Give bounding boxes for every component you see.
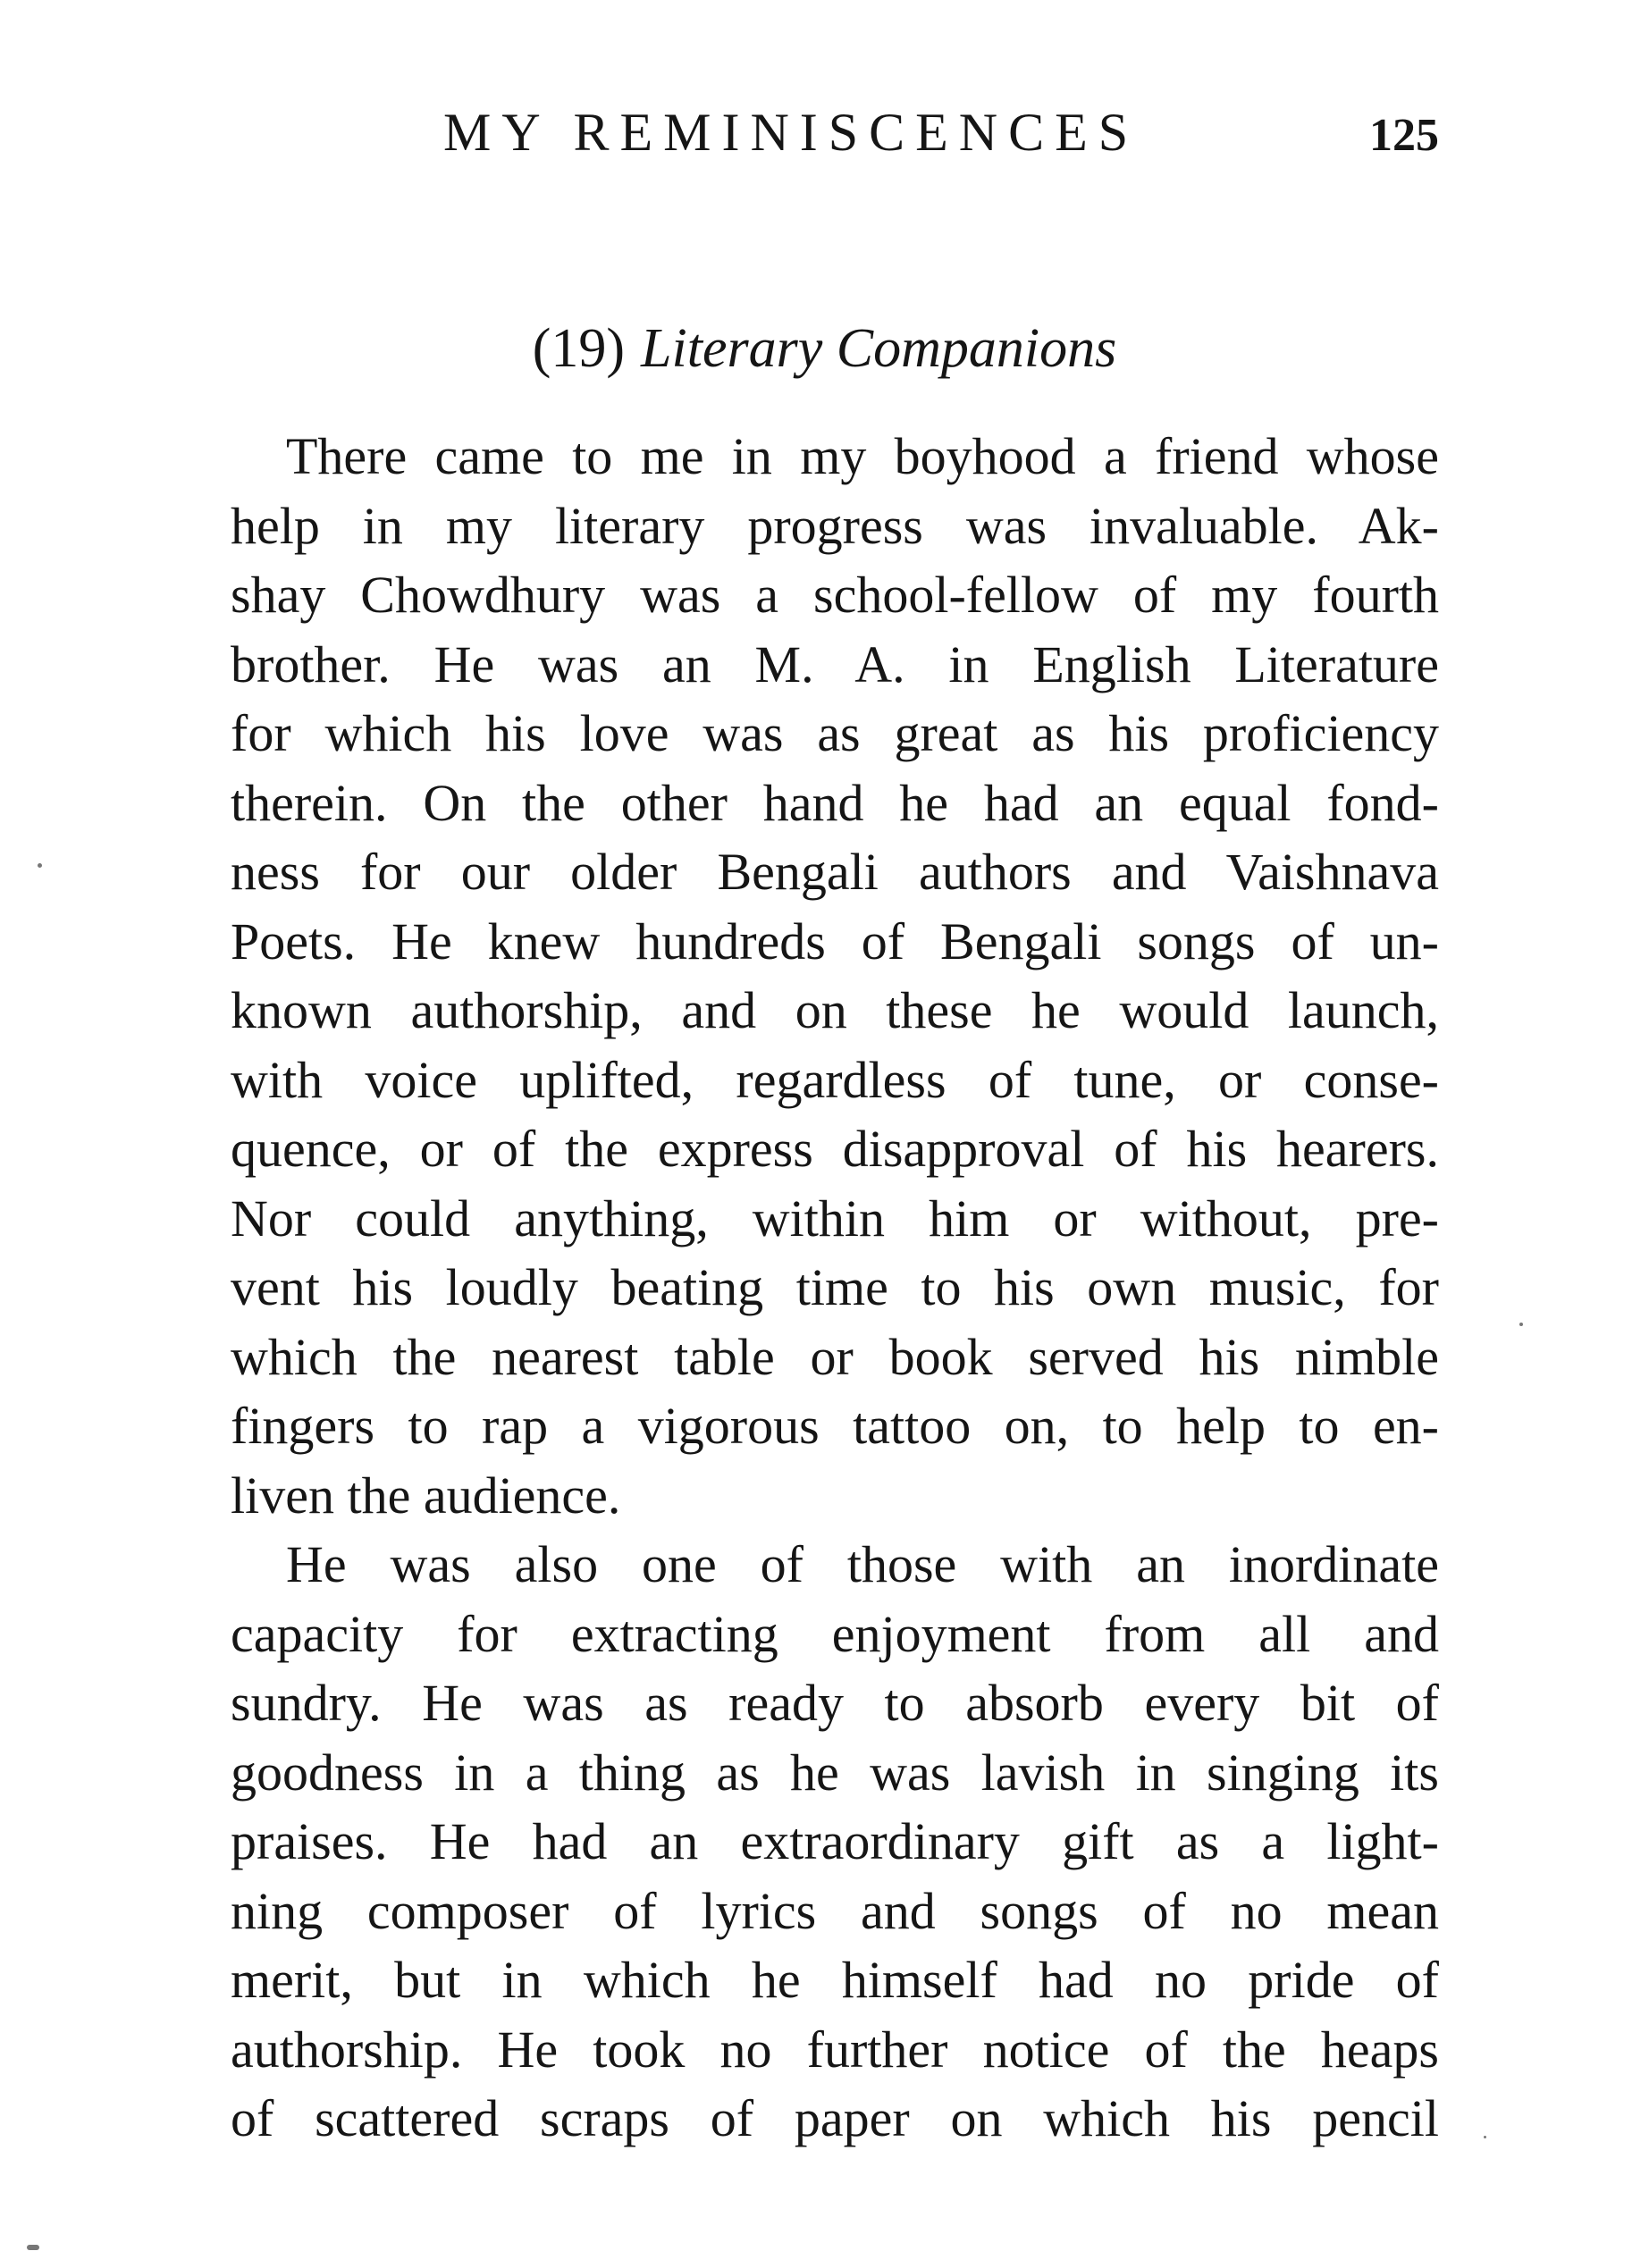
text-line: merit, but in which he himself had no pride of <box>231 1951 1439 2009</box>
text-line: brother. He was an M. A. in English Literature <box>231 634 1439 693</box>
chapter-number: (19) <box>532 318 626 379</box>
text-line: fingers to rap a vigorous tattoo on, to help to en- <box>231 1397 1439 1455</box>
text-line: There came to me in my boyhood a friend whose <box>286 427 1439 485</box>
text-line: goodness in a thing as he was lavish in singing its <box>231 1743 1439 1802</box>
text-line: quence, or of the express disapproval of his hearers. <box>231 1120 1439 1178</box>
text-line: shay Chowdhury was a school-fellow of my fourth <box>231 566 1439 624</box>
text-line: sundry. He was as ready to absorb every bit of <box>231 1674 1439 1732</box>
text-line: praises. He had an extraordinary gift as a light- <box>231 1812 1439 1870</box>
chapter-title: Literary Companions <box>641 318 1117 379</box>
text-line: vent his loudly beating time to his own music, for <box>231 1258 1439 1316</box>
page-number: 125 <box>1369 110 1439 161</box>
text-line: capacity for extracting enjoyment from all and <box>231 1604 1439 1663</box>
text-line: of scattered scraps of paper on which his pencil <box>231 2089 1439 2147</box>
text-line: Poets. He knew hundreds of Bengali songs of un- <box>231 911 1439 970</box>
text-line: therein. On the other hand he had an equal fond- <box>231 773 1439 832</box>
text-line: liven the audience. <box>231 1466 621 1525</box>
running-title: MY REMINISCENCES <box>443 103 1140 162</box>
paper-speck <box>38 863 42 868</box>
running-head <box>231 97 1439 168</box>
body-text <box>231 422 1439 2154</box>
text-line: known authorship, and on these he would launch, <box>231 981 1439 1039</box>
paper-speck <box>1484 2136 1486 2138</box>
paragraph-1 <box>231 422 1439 1530</box>
text-line: for which his love was as great as his proficiency <box>231 704 1439 762</box>
text-line: which the nearest table or book served his nimble <box>231 1327 1439 1386</box>
text-line: ness for our older Bengali authors and Vaishnava <box>231 843 1439 901</box>
text-line: Nor could anything, within him or without, pre- <box>231 1189 1439 1247</box>
text-line: with voice uplifted, regardless of tune, or conse- <box>231 1050 1439 1109</box>
paper-speck <box>1519 1323 1523 1326</box>
text-line: help in my literary progress was invaluable. Ak- <box>231 496 1439 555</box>
text-line: ning composer of lyrics and songs of no mean <box>231 1881 1439 1940</box>
text-line: He was also one of those with an inordinate <box>286 1535 1439 1593</box>
chapter-heading <box>0 308 1649 389</box>
paper-speck <box>27 2245 39 2250</box>
paragraph-2 <box>231 1530 1439 2154</box>
text-line: authorship. He took no further notice of the heaps <box>231 2020 1439 2079</box>
